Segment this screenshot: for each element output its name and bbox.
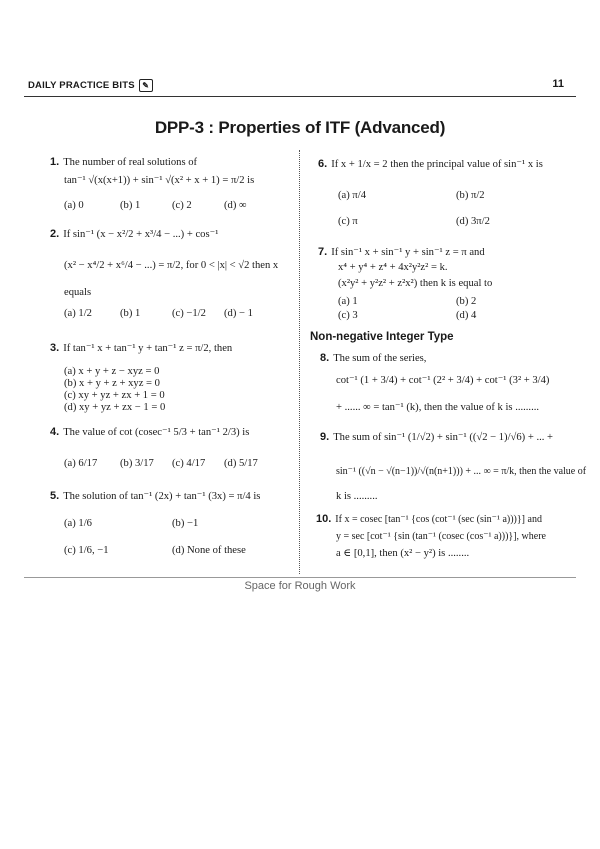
- question-10-formula: y = sec [cot⁻¹ {sin (tan⁻¹ (cosec (cos⁻¹ a)))}], where: [336, 531, 546, 542]
- option: (c) 1/6, −1: [64, 545, 109, 556]
- question-7-text: 7. If sin⁻¹ x + sin⁻¹ y + sin⁻¹ z = π and: [318, 246, 485, 258]
- question-1-formula: tan⁻¹ √(x(x+1)) + sin⁻¹ √(x² + x + 1) = π/2 is: [64, 175, 255, 186]
- option: (c) 2: [172, 200, 192, 211]
- question-3-text: 3. If tan⁻¹ x + tan⁻¹ y + tan⁻¹ z = π/2, then: [50, 342, 233, 354]
- question-9-formula: sin⁻¹ ((√n − √(n−1))/√(n(n+1))) + ... ∞ = π/k, then the value of: [336, 466, 587, 477]
- question-8-formula: cot⁻¹ (1 + 3/4) + cot⁻¹ (2² + 3/4) + cot⁻¹ (3² + 3/4): [336, 375, 550, 386]
- question-7-text-cont: (x²y² + y²z² + z²x²) then k is equal to: [338, 278, 493, 289]
- option: (a) π/4: [338, 190, 366, 201]
- question-4-text: 4. The value of cot (cosec⁻¹ 5/3 + tan⁻¹ 2/3) is: [50, 426, 250, 438]
- option: (d) None of these: [172, 545, 246, 556]
- option: (a) x + y + z − xyz = 0: [64, 366, 160, 377]
- question-2-text-cont: equals: [64, 287, 92, 298]
- option: (c) 4/17: [172, 458, 206, 469]
- page-title: DPP-3 : Properties of ITF (Advanced): [154, 118, 446, 137]
- question-5-text: 5. The solution of tan⁻¹ (2x) + tan⁻¹ (3x) = π/4 is: [50, 490, 261, 502]
- column-divider: [299, 150, 300, 574]
- header-label-group: [28, 79, 153, 92]
- pen-square-icon: ✎: [139, 79, 153, 92]
- header-label: DAILY PRACTICE BITS: [28, 80, 135, 91]
- question-10-text-cont: a ∈ [0,1], then (x² − y²) is ........: [336, 548, 470, 559]
- option: (d) − 1: [224, 308, 253, 319]
- question-2-formula: (x² − x⁴/2 + x⁶/4 − ...) = π/2, for 0 < |x| < √2 then x: [64, 260, 279, 271]
- option: (b) 2: [456, 296, 477, 307]
- option: (b) x + y + z + xyz = 0: [64, 378, 160, 389]
- question-6-text: 6. If x + 1/x = 2 then the principal value of sin⁻¹ x is: [318, 158, 543, 170]
- option: (b) 1: [120, 200, 141, 211]
- option: (c) xy + yz + zx + 1 = 0: [64, 390, 165, 401]
- question-2-text: 2. If sin⁻¹ (x − x²/2 + x³/4 − ...) + cos⁻¹: [50, 228, 219, 240]
- question-8-text: 8. The sum of the series,: [320, 352, 427, 364]
- question-8-text-cont: + ...... ∞ = tan⁻¹ (k), then the value of k is .........: [336, 402, 540, 413]
- option: (a) 1/6: [64, 518, 92, 529]
- option: (b) 3/17: [120, 458, 154, 469]
- option: (d) xy + yz + zx − 1 = 0: [64, 402, 166, 413]
- option: (a) 0: [64, 200, 84, 211]
- footer-label: Space for Rough Work: [244, 580, 356, 592]
- option: (d) 4: [456, 310, 477, 321]
- option: (d) 5/17: [224, 458, 258, 469]
- option: (c) 3: [338, 310, 358, 321]
- option: (b) π/2: [456, 190, 485, 201]
- option: (a) 6/17: [64, 458, 98, 469]
- option: (c) π: [338, 216, 358, 227]
- page-number: 11: [552, 78, 564, 90]
- option: (c) −1/2: [172, 308, 206, 319]
- section-heading: Non-negative Integer Type: [310, 331, 454, 343]
- question-7-formula: x⁴ + y⁴ + z⁴ + 4x²y²z² = k.: [338, 262, 448, 273]
- option: (d) 3π/2: [456, 216, 490, 227]
- question-9-text: 9. The sum of sin⁻¹ (1/√2) + sin⁻¹ ((√2 − 1)/√6) + ... +: [320, 431, 554, 443]
- question-10-text: 10. If x = cosec [tan⁻¹ {cos (cot⁻¹ (sec (sin⁻¹ a)))}] and: [316, 513, 542, 525]
- option: (d) ∞: [224, 200, 247, 211]
- option: (a) 1/2: [64, 308, 92, 319]
- question-1-text: 1. The number of real solutions of: [50, 156, 198, 168]
- header-divider: [24, 96, 576, 97]
- footer-divider: [24, 577, 576, 578]
- option: (b) −1: [172, 518, 199, 529]
- option: (a) 1: [338, 296, 358, 307]
- question-9-text-cont: k is .........: [336, 491, 378, 502]
- option: (b) 1: [120, 308, 141, 319]
